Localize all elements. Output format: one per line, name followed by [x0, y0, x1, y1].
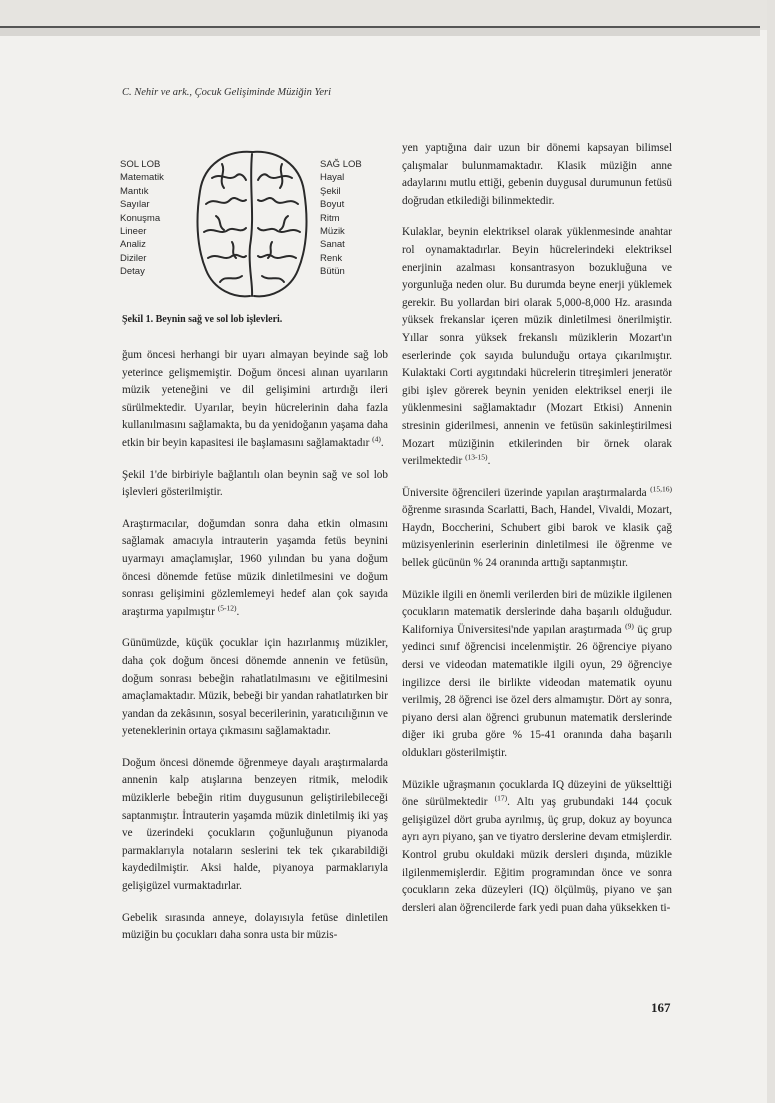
paragraph: Günümüzde, küçük çocuklar için hazırlanmış müzikler, daha çok doğum öncesi dönemde annenin ve fetüsün, doğum sonrası bebeğin rahatlatılmasını ve eğitilmesini amaçlamaktadır. Müzik, bebeği bir yandan rahatlatırken bir yandan da zekâsının, sosyal becerilerinin, yaratıcılığının ve yeteneklerinin ortaya çıkmasını sağlamaktadır.: [122, 637, 388, 738]
left-lobe-title: SOL LOB: [120, 159, 161, 170]
left-lobe-item: Matematik: [120, 172, 164, 184]
left-lobe-item: Lineer: [120, 226, 147, 238]
right-lobe-item: Müzik: [320, 226, 345, 238]
paragraph: yen yaptığına dair uzun bir dönemi kapsayan bilimsel çalışmalar bulunmamaktadır. Klasik müziğin anne adaylarını mutlu ettiği, gebenin duygusal durumunun fetüsü doğrudan etkilediği bilinmektedir.: [402, 142, 672, 207]
citation: (4): [372, 434, 381, 444]
left-lobe-item: Analiz: [120, 239, 146, 251]
paragraph: Kulaklar, beynin elektriksel olarak yüklenmesinde anahtar rol oynamaktadırlar. Beyin hücrelerindeki elektriksel enerjinin azalması konsantrasyon bozukluğuna ve yorgunluğa neden olur. Bu durumda beyne enerji yüklemek gerekir. Bu yollardan biri olarak 5,000-8,000 Hz. arasında yüksek frekanslar içeren müzik dinletilmesi önerilmiştir. Yıllar sonra yüksek frekanslı müziklerin Mozart'ın eserlerinde çok sayıda bulunduğu ortaya çıkarılmıştır. Kulaktaki Corti aygıtındaki hücrelerin titreşimleri jeneratör gibi işlev görerek beynin yeniden elektriksel enerji ile yüklenmesini sağlamaktadır (Mozart Etkisi) Annenin stresinin giderilmesi, annenin ve fetüsün sakinleştirilmesi Mozart müziğinin etkilerinden bir örnek olarak verilmektedir $^{(13-15)}$.: [402, 226, 672, 468]
right-text-column: [402, 140, 672, 931]
scan-border-line: [0, 26, 760, 36]
scan-right-edge: [767, 0, 775, 1103]
right-lobe-item: Ritm: [320, 212, 340, 224]
right-lobe-item: Boyut: [320, 199, 345, 211]
paragraph: Müzikle uğraşmanın çocuklarda IQ düzeyini de yükselttiği öne sürülmektedir $^{(17)}$. Altı yaş grubundaki 144 çocuk gelişigüzel dört gruba ayrılmış, üç grup, dokuz ay boyunca ayrı ayrı piyano, şan ve tiyatro derslerine devam etmişlerdir. Kontrol grubu okuldaki müzik dersleri dışında, müzikle ilgilenmemişlerdir. Eğitim programından önce ve sonra çocukların zeka düzeyleri (IQ) ölçülmüş, piyano ve şan dersleri alan öğrencilerde fark yedi puan daha yüksekken ti-: [402, 778, 673, 914]
left-lobe-item: Detay: [120, 266, 145, 278]
right-lobe-item: Sanat: [320, 239, 345, 251]
citation: (9): [625, 621, 634, 631]
figure-caption: Şekil 1. Beynin sağ ve sol lob işlevleri.: [122, 314, 283, 325]
right-lobe-list: [320, 158, 362, 279]
left-lobe-item: Mantık: [120, 185, 149, 197]
paragraph: Müzikle ilgili en önemli verilerden biri de müzikle ilgilenen çocukların matematik derslerinde daha başarılı olduğudur. Kaliforniya Üniversitesi'nde yapılan araştırmada $^{(9)}$ üç grup yedinci sınıf öğrencisi incelenmiştir. 26 öğrenciye piyano dersi ve videodan matematikle ilgili oyun, 29 öğrenciye ingilizce dersi ile birlikte videodan matematik oyunu verilmiş, 28 öğrenci ise özel ders almamıştır. Dört ay sonra, piyano dersi alan öğrenci grubunun matematik derslerinde diğer iki gruba göre % 15-41 oranında daha başarılı oldukları gösterilmiştir.: [402, 588, 672, 759]
brain-figure: [120, 140, 380, 312]
paragraph: Doğum öncesi dönemde öğrenmeye dayalı araştırmalarda annenin kalp atışlarına benzeyen ritmik, melodik müziklerle bebeğin ritim duygusunun geliştirilebileceği saptanmıştır. İntrauterin yaşamda müzik dinletilmiş iki yaş ve üzerindeki çocukların çoğunluğunun piyanoda parmaklarıyla notaların seslerini tek tek çıkarabildiği kaydedilmiştir. Aksi halde, piyanoya parmaklarıyla gelişigüzel vurmaktadırlar.: [122, 756, 388, 893]
right-lobe-item: Şekil: [320, 185, 341, 197]
right-lobe-item: Hayal: [320, 172, 345, 184]
right-lobe-item: Renk: [320, 252, 343, 264]
paragraph: Üniversite öğrencileri üzerinde yapılan araştırmalarda $^{(15,16)}$ öğrenme sırasında Scarlatti, Bach, Handel, Vivaldi, Mozart, Haydn, Boccherini, Schubert gibi barok ve klasik çağ müzisyenlerinin eserlerinin dinletilmesi ile öğrenme ve bellek gücünün % 24 oranında arttığı saptanmıştır.: [402, 483, 672, 570]
page-number: 167: [651, 1000, 671, 1015]
left-lobe-list: [120, 158, 164, 279]
paragraph: Gebelik sırasında anneye, dolayısıyla fetüse dinletilen müziğin bu çocukları daha sonra usta bir müzis-: [122, 911, 388, 942]
left-lobe-item: Konuşma: [120, 212, 161, 224]
running-header: C. Nehir ve ark., Çocuk Gelişiminde Müziğin Yeri: [122, 87, 332, 98]
paragraph: Şekil 1'de birbiriyle bağlantılı olan beynin sağ ve sol lob işlevleri gösterilmiştir.: [122, 468, 388, 499]
left-text-column: [122, 347, 388, 959]
right-lobe-title: SAĞ LOB: [320, 159, 362, 170]
brain-illustration: [192, 146, 312, 302]
citation: (15,16): [650, 483, 672, 493]
left-lobe-item: Sayılar: [120, 199, 150, 211]
right-lobe-item: Bütün: [320, 266, 345, 278]
citation: (5-12): [217, 602, 237, 612]
paragraph: ğum öncesi herhangi bir uyarı almayan beyinde sağ lob yeterince gelişmemiştir. Doğum öncesi alınan uyarıların müzik yeteneğini ve dil gelişimini artırdığı ileri sürülmektedir. Uyarılar, beyin hücrelerinin daha fazla kullanılmasını sağlamakta, bu da yenidoğanın yaşama daha etkin bir beyin kapasitesi ile başlamasını sağlamaktadır $^{(4)}$.: [122, 349, 388, 449]
left-lobe-item: Diziler: [120, 252, 147, 264]
paragraph: Araştırmacılar, doğumdan sonra daha etkin olmasını sağlamak amacıyla intrauterin yaşamda fetüs beynini uyarmayı amaçlamışlar, 1960 yılından bu yana doğum öncesi dönemde fetüse müzik dinletilmesini ve doğum sonrası gelişimini gözlemlemeyi hedef alan çok sayıda araştırma yapılmıştır $^{(5-12)}$.: [122, 517, 388, 618]
citation: (17): [494, 793, 508, 803]
citation: (13-15): [465, 452, 488, 462]
